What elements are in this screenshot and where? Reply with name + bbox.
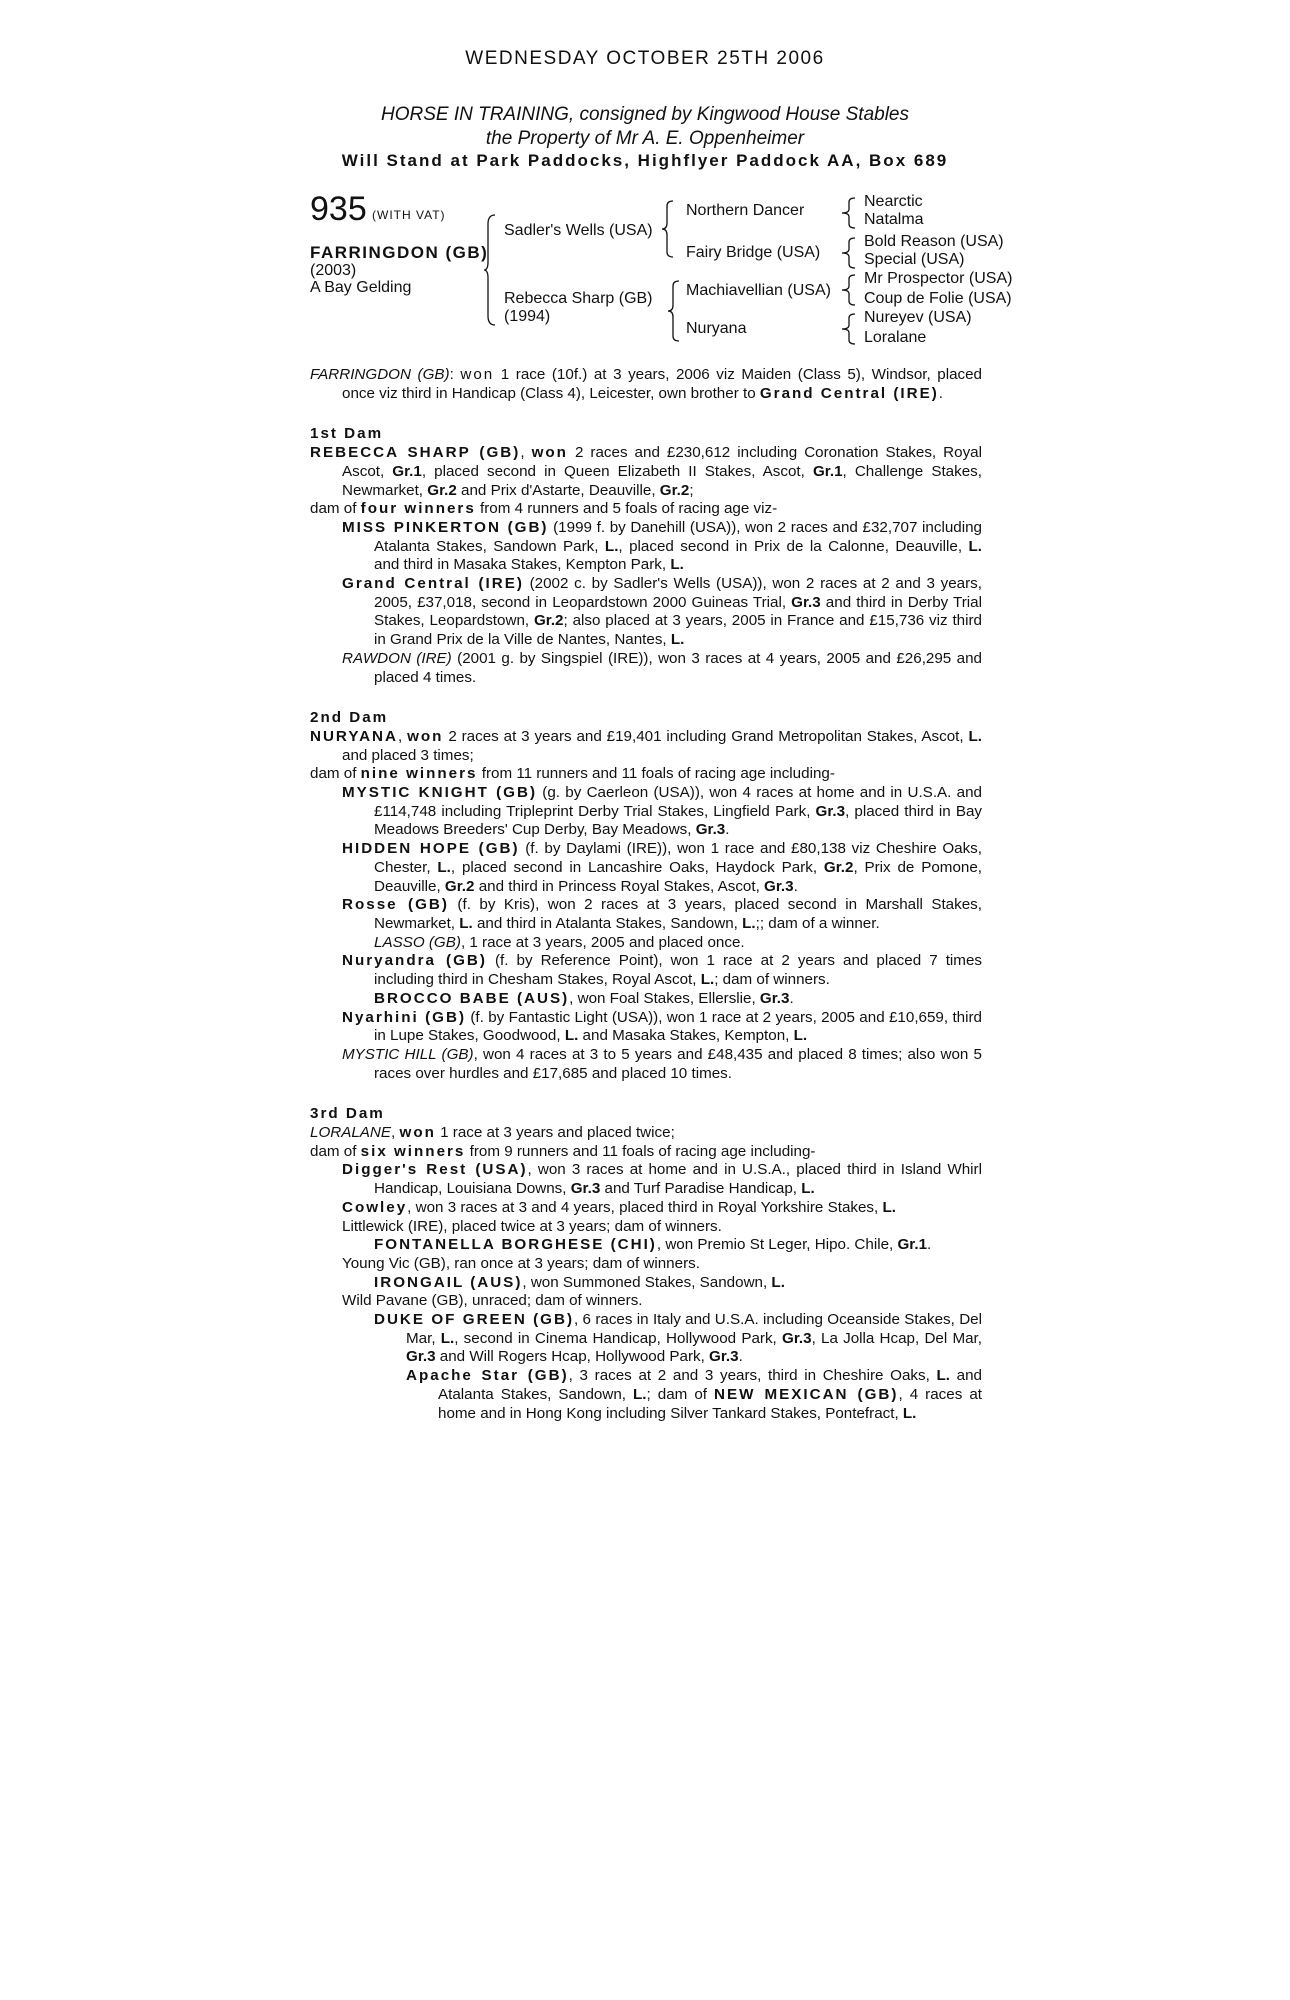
paragraph-gap [310, 403, 982, 425]
pedigree-paragraph: BROCCO BABE (AUS), won Foal Stakes, Ellerslie, Gr.3. [374, 989, 794, 1007]
pedigree-g4: Special (USA) [864, 251, 965, 268]
horse-description: A Bay Gelding [310, 279, 412, 296]
pedigree-bracket-dam [668, 280, 680, 342]
pedigree-bracket-g1 [842, 197, 856, 229]
pedigree-bracket-main [484, 214, 496, 326]
stand-location: Will Stand at Park Paddocks, Highflyer Paddock AA, Box 689 [341, 151, 949, 170]
pedigree-dam-sire: Machiavellian (USA) [686, 282, 831, 299]
consignment-line-1: HORSE IN TRAINING, consigned by Kingwood House Stables [380, 104, 909, 125]
pedigree-g2: Natalma [864, 211, 924, 228]
pedigree-paragraph: MYSTIC KNIGHT (GB) (g. by Caerleon (USA)), won 4 races at home and in U.S.A. and £114,748 including Tripleprint Derby Trial Stakes, Lingfield Park, Gr.3, placed third in Bay Meadows Breeders' Cup Derby, Bay Meadows, Gr.3. [342, 784, 983, 839]
pedigree-paragraph: Rosse (GB) (f. by Kris), won 2 races at 3 years, placed second in Marshall Stakes, Newmarket, L. and third in Atalanta Stakes, Sandown, L.;; dam of a winner. [342, 896, 982, 932]
sale-date: WEDNESDAY OCTOBER 25TH 2006 [465, 48, 825, 69]
horse-year: (2003) [310, 262, 357, 279]
pedigree-g7: Nureyev (USA) [864, 309, 972, 326]
pedigree-paragraph: DUKE OF GREEN (GB), 6 races in Italy and U.S.A. including Oceanside Stakes, Del Mar, L., second in Cinema Handicap, Hollywood Park, Gr.3, La Jolla Hcap, Del Mar, Gr.3 and Will Rogers Hcap, Hollywood Park, Gr.3. [374, 1311, 982, 1366]
pedigree-g1: Nearctic [864, 193, 923, 210]
pedigree-paragraph: Cowley, won 3 races at 3 and 4 years, placed third in Royal Yorkshire Stakes, L. [342, 1198, 896, 1216]
pedigree-paragraph: Digger's Rest (USA), won 3 races at home and in U.S.A., placed third in Island Whirl Handicap, Louisiana Downs, Gr.3 and Turf Paradise Handicap, L. [342, 1161, 982, 1198]
pedigree-bracket-sire [662, 200, 674, 258]
pedigree-dam-dam: Nuryana [686, 320, 747, 337]
pedigree-sire-dam: Fairy Bridge (USA) [686, 244, 821, 261]
pedigree-dam [504, 290, 653, 326]
pedigree-paragraph: dam of four winners from 4 runners and 5 foals of racing age viz- [310, 500, 778, 518]
consignment-heading [0, 103, 1290, 151]
pedigree-paragraph: Grand Central (IRE) (2002 c. by Sadler's Wells (USA)), won 2 races at 2 and 3 years, 2005, £37,018, second in Leopardstown 2000 Guineas Trial, Gr.3 and third in Derby Trial Stakes, Leopardstown, Gr.2; also placed at 3 years, 2005 in France and £15,736 viz third in Grand Prix de la Ville de Nantes, Nantes, L. [342, 575, 982, 649]
pedigree-paragraph: Nuryandra (GB) (f. by Reference Point), won 1 race at 2 years and placed 7 times including third in Chesham Stakes, Royal Ascot, L.; dam of winners. [342, 952, 982, 989]
pedigree-paragraph: dam of six winners from 9 runners and 11 foals of racing age including- [310, 1142, 816, 1160]
pedigree-notes [310, 366, 982, 1423]
pedigree-paragraph: Apache Star (GB), 3 races at 2 and 3 years, third in Cheshire Oaks, L. and Atalanta Stakes, Sandown, L.; dam of NEW MEXICAN (GB), 4 races at home and in Hong Kong including Silver Tankard Stakes, Pontefract, L. [406, 1367, 983, 1422]
pedigree-paragraph: MYSTIC HILL (GB), won 4 races at 3 to 5 years and £48,435 and placed 8 times; also won 5 races over hurdles and £17,685 and placed 10 times. [342, 1045, 982, 1082]
pedigree-paragraph: IRONGAIL (AUS), won Summoned Stakes, Sandown, L. [374, 1273, 785, 1291]
horse-name: FARRINGDON (GB) [310, 243, 489, 262]
vat-note: (WITH VAT) [372, 208, 446, 222]
pedigree-paragraph: Young Vic (GB), ran once at 3 years; dam of winners. [342, 1254, 700, 1272]
pedigree-sire: Sadler's Wells (USA) [504, 222, 653, 239]
pedigree-paragraph: Wild Pavane (GB), unraced; dam of winners. [342, 1292, 643, 1310]
pedigree-paragraph: REBECCA SHARP (GB), won 2 races and £230,612 including Coronation Stakes, Royal Ascot, Gr.1, placed second in Queen Elizabeth II Stakes, Ascot, Gr.1, Challenge Stakes, Newmarket, Gr.2 and Prix d'Astarte, Deauville, Gr.2; [310, 444, 982, 499]
pedigree-g8: Loralane [864, 329, 927, 346]
pedigree-bracket-g2 [842, 237, 856, 269]
pedigree-paragraph: Nyarhini (GB) (f. by Fantastic Light (USA)), won 1 race at 2 years, 2005 and £10,659, third in Lupe Stakes, Goodwood, L. and Masaka Stakes, Kempton, L. [342, 1008, 982, 1045]
section-heading: 2nd Dam [310, 709, 389, 727]
lot-number: 935 [310, 190, 367, 228]
pedigree-paragraph: NURYANA, won 2 races at 3 years and £19,401 including Grand Metropolitan Stakes, Ascot, L. and placed 3 times; [310, 727, 982, 764]
pedigree-paragraph: RAWDON (IRE) (2001 g. by Singspiel (IRE)), won 3 races at 4 years, 2005 and £26,295 and placed 4 times. [342, 649, 983, 686]
paragraph-gap [310, 1083, 982, 1105]
pedigree-bracket-g4 [842, 313, 856, 345]
consignment-line-2: the Property of Mr A. E. Oppenheimer [485, 128, 805, 149]
section-heading: 1st Dam [310, 425, 384, 443]
pedigree-bracket-g3 [842, 274, 856, 306]
pedigree-sire-sire: Northern Dancer [686, 202, 805, 219]
pedigree-paragraph: MISS PINKERTON (GB) (1999 f. by Danehill (USA)), won 2 races and £32,707 including Atalanta Stakes, Sandown Park, L., placed second in Prix de la Calonne, Deauville, L. and third in Masaka Stakes, Kempton Park, L. [342, 518, 982, 574]
pedigree-paragraph: HIDDEN HOPE (GB) (f. by Daylami (IRE)), won 1 race and £80,138 viz Cheshire Oaks, Chester, L., placed second in Lancashire Oaks, Haydock Park, Gr.2, Prix de Pomone, Deauville, Gr.2 and third in Princess Royal Stakes, Ascot, Gr.3. [342, 840, 983, 895]
pedigree-g5: Mr Prospector (USA) [864, 270, 1013, 287]
pedigree-paragraph: FARRINGDON (GB): won 1 race (10f.) at 3 years, 2006 viz Maiden (Class 5), Windsor, placed once viz third in Handicap (Class 4), Leicester, own brother to Grand Central (IRE). [310, 366, 983, 402]
section-heading: 3rd Dam [310, 1105, 385, 1123]
pedigree-paragraph: FONTANELLA BORGHESE (CHI), won Premio St Leger, Hipo. Chile, Gr.1. [374, 1236, 932, 1254]
pedigree-g6: Coup de Folie (USA) [864, 290, 1012, 307]
pedigree-g3: Bold Reason (USA) [864, 233, 1004, 250]
pedigree-dam-name: Rebecca Sharp (GB) [504, 290, 653, 307]
pedigree-paragraph: Littlewick (IRE), placed twice at 3 years; dam of winners. [342, 1217, 722, 1235]
pedigree-paragraph: LORALANE, won 1 race at 3 years and placed twice; [310, 1124, 675, 1142]
pedigree-paragraph: dam of nine winners from 11 runners and 11 foals of racing age including- [310, 765, 835, 783]
paragraph-gap [310, 687, 982, 709]
pedigree-dam-year: (1994) [504, 308, 551, 325]
pedigree-paragraph: LASSO (GB), 1 race at 3 years, 2005 and placed once. [374, 933, 745, 951]
